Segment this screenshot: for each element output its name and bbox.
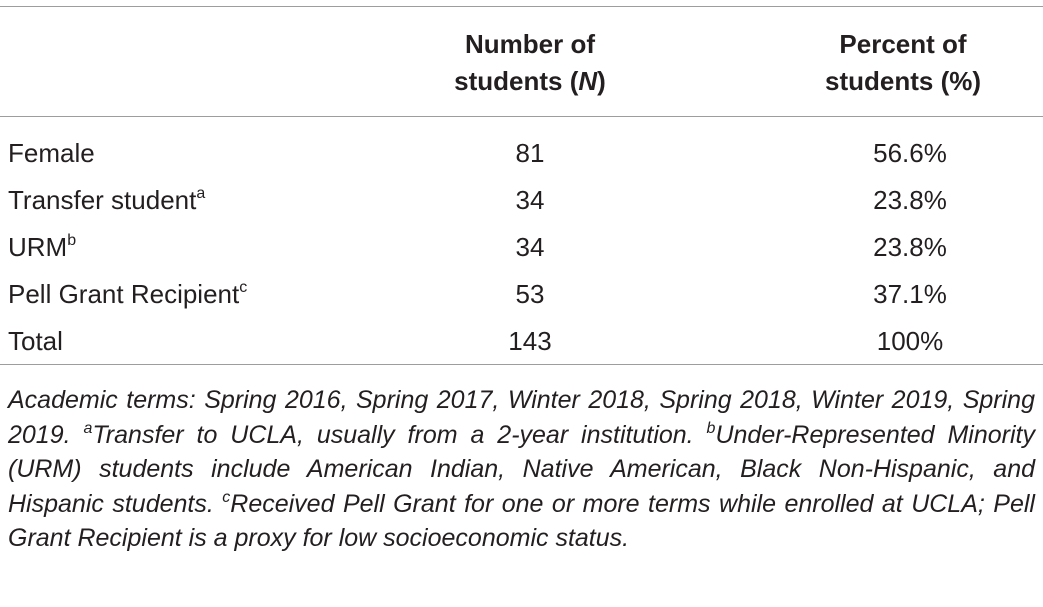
row-label-text: Female xyxy=(8,138,95,168)
table-footnote xyxy=(8,383,1035,556)
row-label-footnote-mark: a xyxy=(196,185,206,202)
table-row-total xyxy=(0,318,1043,365)
row-percent: 56.6% xyxy=(873,138,947,168)
column-header-number-var: N xyxy=(578,66,598,96)
row-number: 143 xyxy=(508,326,552,356)
row-number: 34 xyxy=(515,185,545,215)
table-top-rule xyxy=(0,6,1043,7)
row-percent: 100% xyxy=(876,326,944,356)
column-header-number xyxy=(415,26,645,100)
footnote-terms: Academic terms: Spring 2016, Spring 2017, Winter 2018, Spring 2018, Winter 2019, Spring 2019. xyxy=(8,386,1035,449)
footnote-mark-a: a xyxy=(83,419,93,437)
footnote-a-text: Transfer to UCLA, usually from a 2-year institution. xyxy=(92,420,694,449)
table-row xyxy=(0,271,1043,318)
row-percent: 23.8% xyxy=(873,185,947,215)
column-header-percent-line1: Percent of xyxy=(839,29,967,59)
row-label xyxy=(8,130,95,177)
column-header-percent-line2: students (%) xyxy=(825,66,981,96)
row-percent: 37.1% xyxy=(873,279,947,309)
footnote-mark-b: b xyxy=(706,419,716,437)
row-label-text: Transfer student xyxy=(8,185,197,215)
footnote-mark-c: c xyxy=(222,488,231,506)
column-header-number-suffix: ) xyxy=(597,66,606,96)
table-header-rule xyxy=(0,116,1043,117)
row-label xyxy=(8,224,76,271)
row-label-footnote-mark: c xyxy=(239,279,248,296)
column-header-percent xyxy=(788,26,1018,100)
row-percent: 23.8% xyxy=(873,232,947,262)
row-label-footnote-mark: b xyxy=(67,232,77,249)
row-label-text: Pell Grant Recipient xyxy=(8,279,240,309)
row-number: 53 xyxy=(515,279,545,309)
footnote-b-text: Under-Represented Minority (URM) students include American Indian, Native American, Black Non-Hispanic, and Hispanic students. xyxy=(8,420,1035,518)
row-number: 81 xyxy=(515,138,545,168)
table-row xyxy=(0,130,1043,177)
column-header-number-line2 xyxy=(415,63,645,100)
column-header-number-prefix: students ( xyxy=(454,66,579,96)
footnote-c-text: Received Pell Grant for one or more terms while enrolled at UCLA; Pell Grant Recipient is a proxy for low socioeconomic status. xyxy=(8,489,1035,552)
row-label xyxy=(8,271,247,318)
row-label-text: Total xyxy=(8,326,63,356)
row-number: 34 xyxy=(515,232,545,262)
table-row xyxy=(0,177,1043,224)
row-label xyxy=(8,318,63,365)
row-label-text: URM xyxy=(8,232,68,262)
table-row xyxy=(0,224,1043,271)
column-header-number-line1: Number of xyxy=(465,29,595,59)
row-label xyxy=(8,177,205,224)
table-bottom-rule xyxy=(0,364,1043,365)
